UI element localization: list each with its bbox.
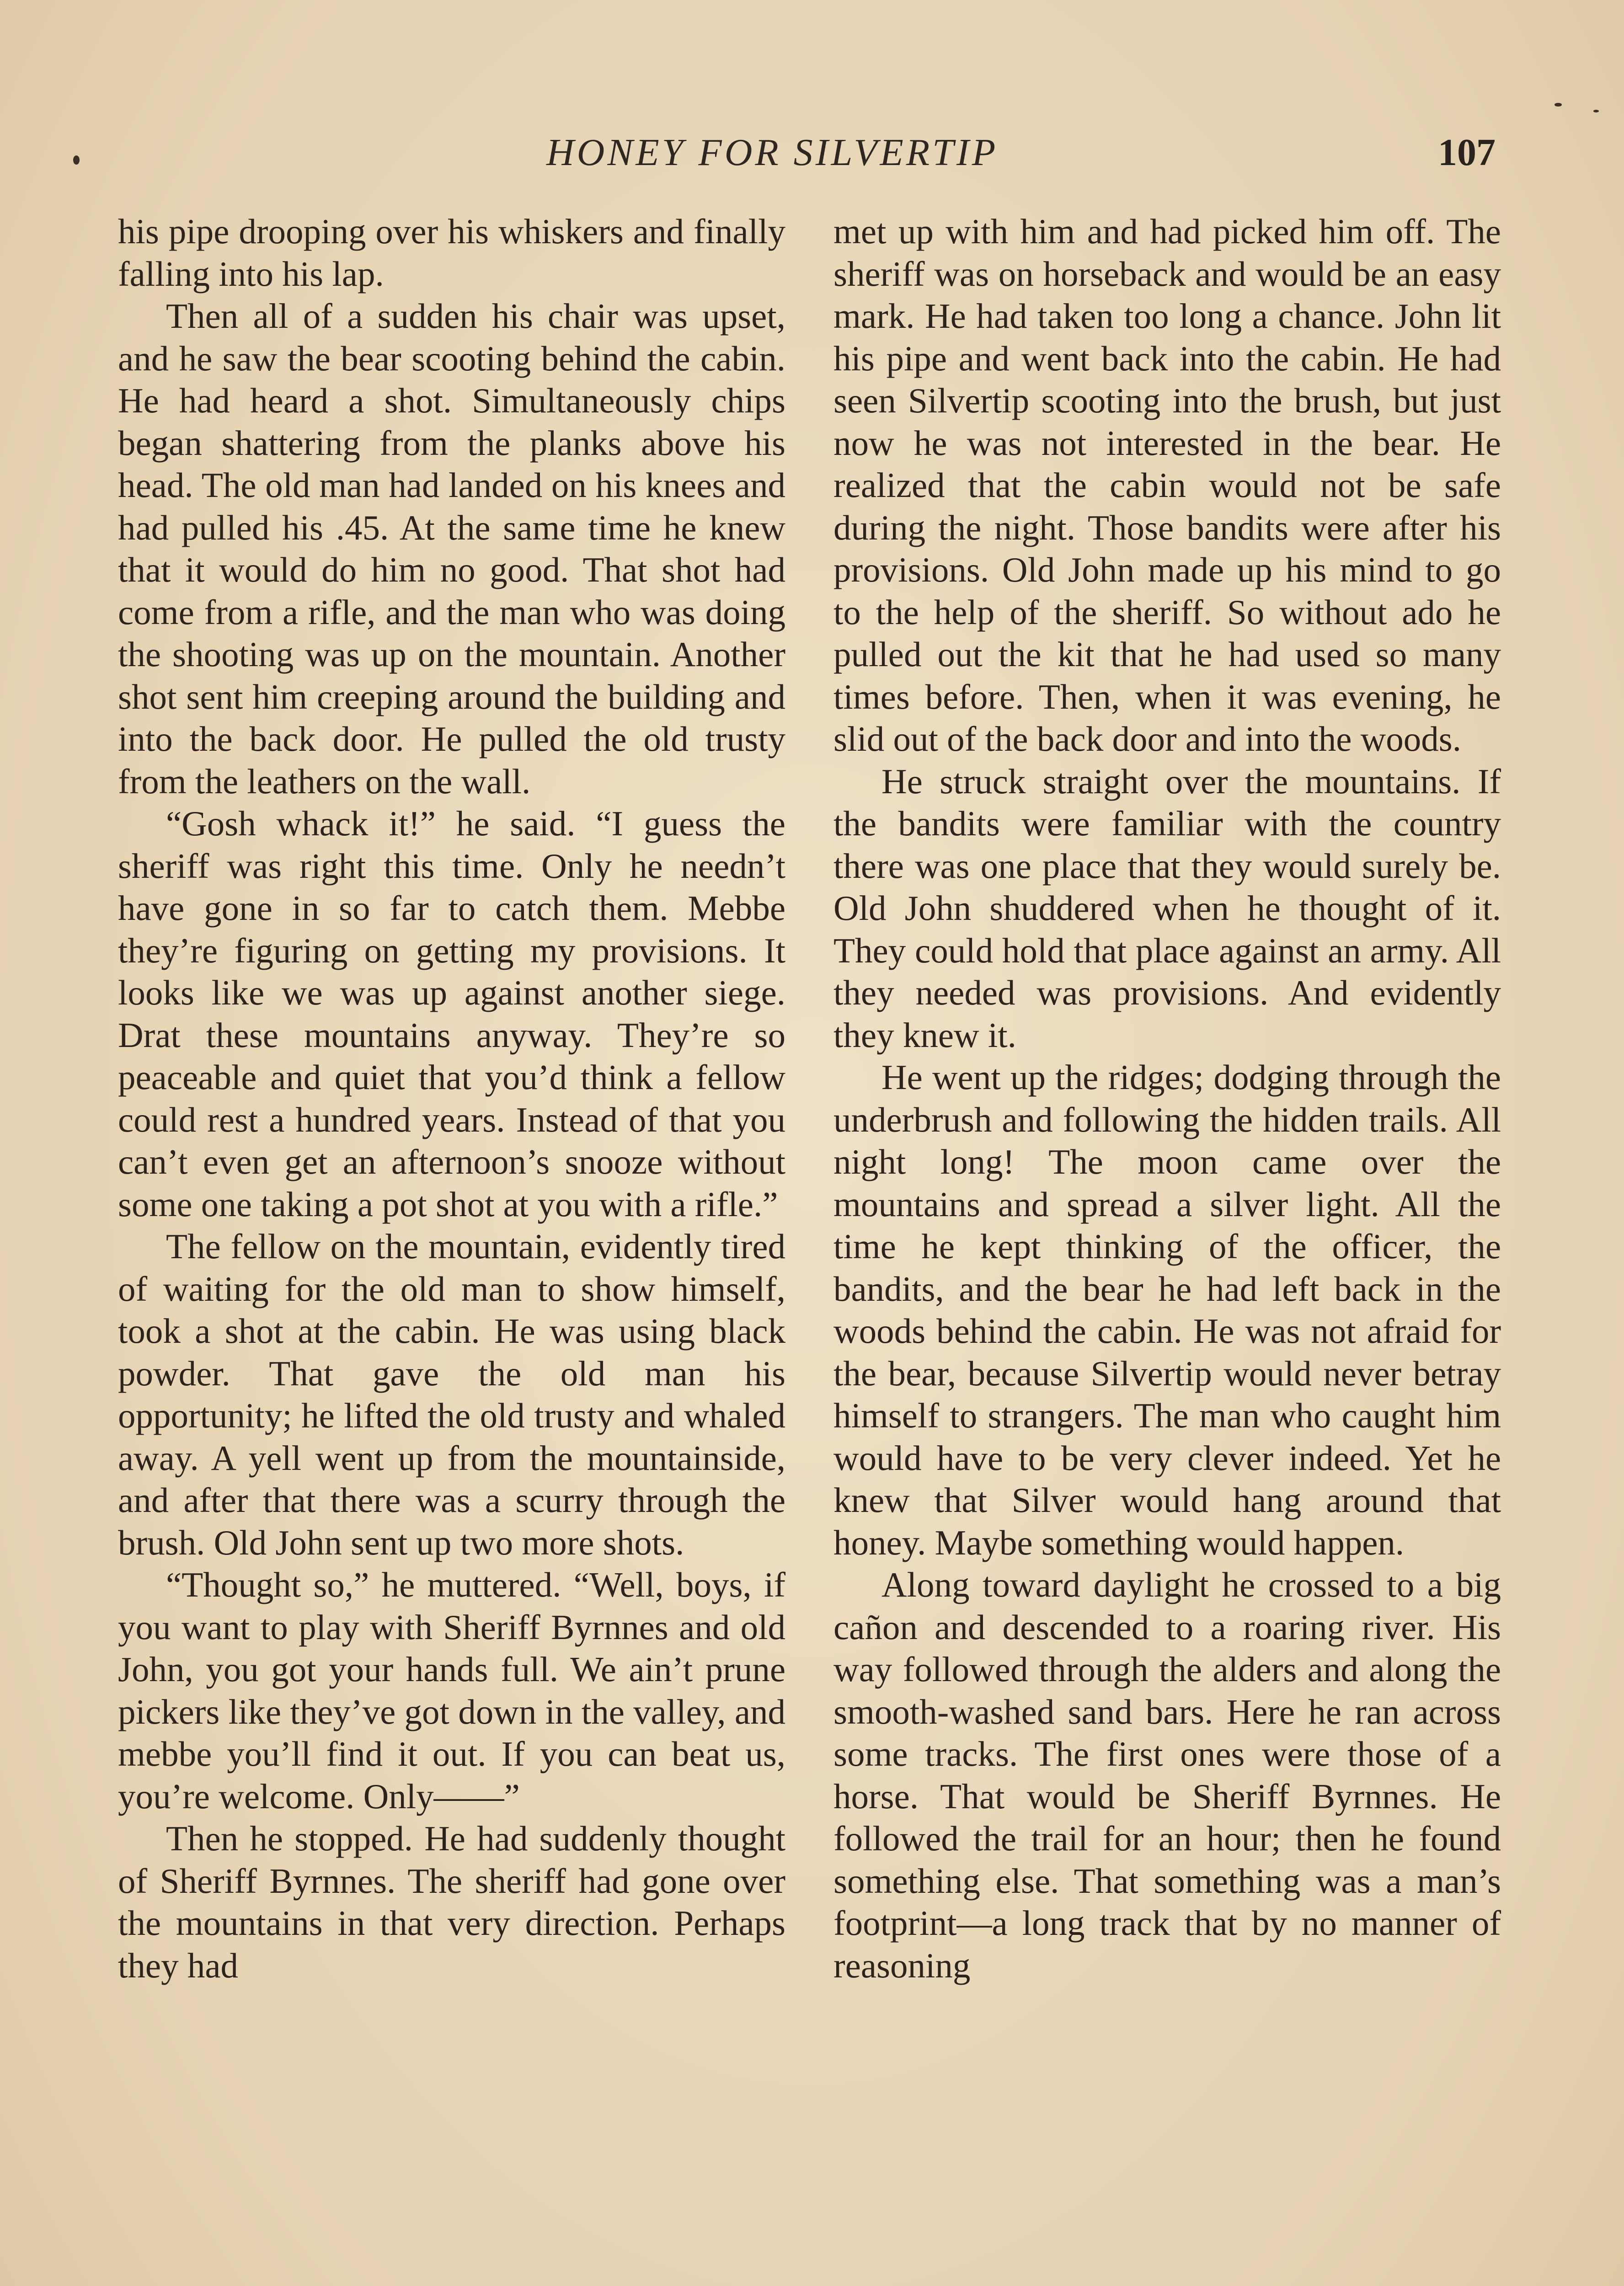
running-title: HONEY FOR SILVERTIP	[546, 131, 999, 174]
paragraph: met up with him and had picked him off. The sheriff was on horseback and would be an easy mark. He had taken too long a chance. John lit his pipe and went back into the cabin. He had seen Silvertip scooting into the brush, but just now he was not interested in the bear. He realized that the cabin would not be safe during the night. Those bandits were after his provisions. Old John made up his mind to go to the help of the sheriff. So without ado he pulled out the kit that he had used so many times before. Then, when it was evening, he slid out of the back door and into the woods.	[833, 212, 1501, 758]
paragraph: Along toward daylight he crossed to a big cañon and descended to a roaring river. His way followed through the alders and along the smooth-washed sand bars. Here he ran across some tracks. The first ones were those of a horse. That would be Sheriff Byrnnes. He followed the trail for an hour; then he found something else. That something was a man’s footprint—a long track that by no manner of reasoning	[833, 1565, 1501, 1985]
paragraph: He went up the ridges; dodging through the underbrush and following the hidden trails. All night long! The moon came over the mountains and spread a silver light. All the time he kept thinking of the officer, the bandits, and the bear he had left back in the woods behind the cabin. He was not afraid for the bear, because Silvertip would never betray himself to strangers. The man who caught him would have to be very clever indeed. Yet he knew that Silver would hang around that honey. Maybe something would happen.	[833, 1058, 1501, 1562]
text-column-right	[833, 210, 1501, 1987]
paragraph: his pipe drooping over his whiskers and finally falling into his lap.	[118, 212, 785, 294]
text-column-left	[118, 210, 785, 1987]
paragraph: “Gosh whack it!” he said. “I guess the sheriff was right this time. Only he needn’t have gone in so far to catch them. Mebbe they’re figuring on getting my provisions. It looks like we was up against another siege. Drat these mountains anyway. They’re so peaceable and quiet that you’d think a fellow could rest a hundred years. Instead of that you can’t even get an afternoon’s snooze without some one taking a pot shot at you with a rifle.”	[118, 804, 785, 1224]
paragraph: The fellow on the mountain, evidently tired of waiting for the old man to show himself, took a shot at the cabin. He was using black powder. That gave the old man his opportunity; he lifted the old trusty and whaled away. A yell went up from the mountainside, and after that there was a scurry through the brush. Old John sent up two more shots.	[118, 1227, 785, 1562]
running-header	[0, 130, 1624, 181]
print-speck	[1593, 110, 1599, 112]
paragraph: “Thought so,” he muttered. “Well, boys, if you want to play with Sheriff Byrnnes and old John, you got your hands full. We ain’t prune pickers like they’ve got down in the valley, and mebbe you’ll find it out. If you can beat us, you’re welcome. Only——”	[118, 1565, 785, 1816]
page-number: 107	[1438, 131, 1496, 174]
print-speck	[1555, 103, 1562, 107]
paragraph: Then all of a sudden his chair was upset, and he saw the bear scooting behind the cabin. He had heard a shot. Simultaneously chips began shattering from the planks above his head. The old man had landed on his knees and had pulled his .45. At the same time he knew that it would do him no good. That shot had come from a rifle, and the man who was doing the shooting was up on the mountain. Another shot sent him creeping around the building and into the back door. He pulled the old trusty from the leathers on the wall.	[118, 296, 785, 801]
paragraph: Then he stopped. He had suddenly thought of Sheriff Byrnnes. The sheriff had gone over the mountains in that very direction. Perhaps they had	[118, 1819, 785, 1985]
paragraph: He struck straight over the mountains. If the bandits were familiar with the country there was one place that they would surely be. Old John shuddered when he thought of it. They could hold that place against an army. All they needed was provisions. And evidently they knew it.	[833, 761, 1501, 1055]
print-speck	[73, 155, 80, 165]
